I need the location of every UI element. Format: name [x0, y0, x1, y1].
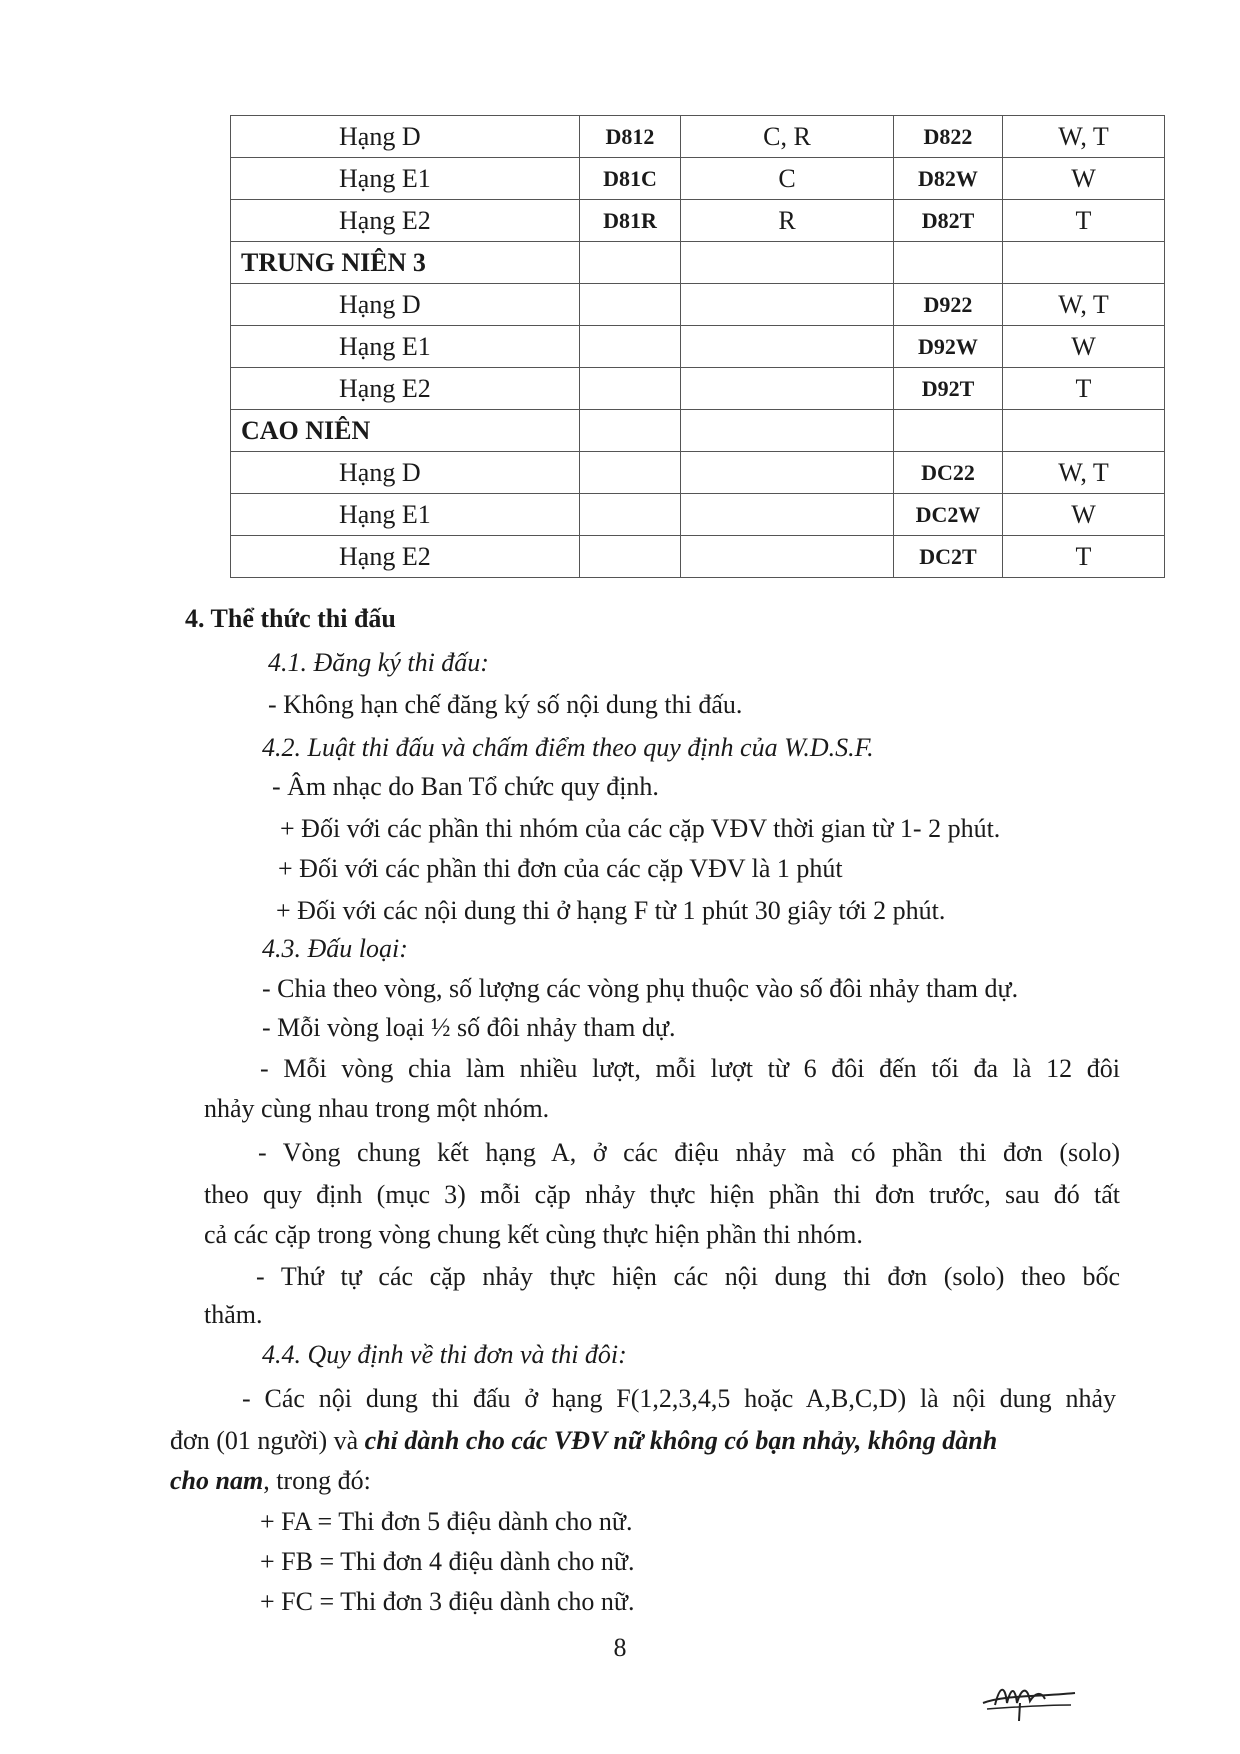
table-row: [231, 284, 1165, 326]
signature-mark: [975, 1675, 1085, 1725]
category-table: [230, 115, 1165, 578]
class-label: Hạng E1: [231, 326, 580, 368]
class-label: Hạng E2: [231, 368, 580, 410]
paragraph: - Không hạn chế đăng ký số nội dung thi đấu.: [268, 690, 743, 719]
code-cell: [580, 410, 681, 452]
table-row: [231, 536, 1165, 578]
text-plain: đơn (01 người) và: [170, 1426, 365, 1455]
code-cell: [580, 368, 681, 410]
code-cell: D812: [580, 116, 681, 158]
dance-cell: [681, 368, 894, 410]
paragraph: theo quy định (mục 3) mỗi cặp nhảy thực hiện phần thi đơn trước, sau đó tất: [204, 1180, 1120, 1209]
paragraph: + Đối với các nội dung thi ở hạng F từ 1 phút 30 giây tới 2 phút.: [276, 896, 946, 925]
paragraph: - Chia theo vòng, số lượng các vòng phụ thuộc vào số đôi nhảy tham dự.: [262, 974, 1019, 1003]
paragraph: cả các cặp trong vòng chung kết cùng thực hiện phần thi nhóm.: [204, 1220, 863, 1249]
code-cell: D822: [894, 116, 1003, 158]
dance-cell: W: [1003, 494, 1165, 536]
table-row: [231, 368, 1165, 410]
code-cell: [580, 284, 681, 326]
table-row: [231, 326, 1165, 368]
subsection-4-2-title: 4.2. Luật thi đấu và chấm điểm theo quy định của W.D.S.F.: [262, 733, 874, 762]
dance-cell: [681, 452, 894, 494]
text-plain: , trong đó:: [263, 1466, 371, 1495]
code-cell: D82W: [894, 158, 1003, 200]
dance-cell: C: [681, 158, 894, 200]
table-row: [231, 494, 1165, 536]
code-cell: [894, 242, 1003, 284]
dance-cell: R: [681, 200, 894, 242]
code-cell: [580, 452, 681, 494]
code-cell: D81R: [580, 200, 681, 242]
class-label: Hạng D: [231, 452, 580, 494]
group-label: CAO NIÊN: [231, 410, 580, 452]
paragraph: nhảy cùng nhau trong một nhóm.: [204, 1094, 550, 1123]
dance-cell: [681, 326, 894, 368]
paragraph: [170, 1426, 997, 1456]
page-number: 8: [613, 1633, 627, 1662]
dance-cell: [681, 410, 894, 452]
paragraph: + Đối với các phần thi nhóm của các cặp VĐV thời gian từ 1- 2 phút.: [280, 814, 1001, 843]
code-cell: [894, 410, 1003, 452]
paragraph: + Đối với các phần thi đơn của các cặp VĐV là 1 phút: [278, 854, 843, 883]
code-cell: D81C: [580, 158, 681, 200]
class-label: Hạng E1: [231, 494, 580, 536]
code-cell: [580, 326, 681, 368]
class-label: Hạng E1: [231, 158, 580, 200]
group-label: TRUNG NIÊN 3: [231, 242, 580, 284]
code-cell: D922: [894, 284, 1003, 326]
code-cell: DC22: [894, 452, 1003, 494]
class-label: Hạng E2: [231, 536, 580, 578]
code-cell: D82T: [894, 200, 1003, 242]
section-heading: 4. Thể thức thi đấu: [185, 604, 396, 633]
code-cell: [580, 242, 681, 284]
dance-cell: [681, 284, 894, 326]
list-item: + FA = Thi đơn 5 điệu dành cho nữ.: [260, 1507, 633, 1536]
dance-cell: [681, 536, 894, 578]
table-row: [231, 200, 1165, 242]
code-cell: D92W: [894, 326, 1003, 368]
dance-cell: [1003, 242, 1165, 284]
dance-cell: T: [1003, 368, 1165, 410]
table-row: [231, 116, 1165, 158]
list-item: + FB = Thi đơn 4 điệu dành cho nữ.: [260, 1547, 635, 1576]
paragraph: thăm.: [204, 1300, 263, 1329]
text-comma: ,: [854, 1426, 868, 1455]
subsection-4-4-title: 4.4. Quy định về thi đơn và thi đôi:: [262, 1340, 627, 1369]
class-label: Hạng D: [231, 116, 580, 158]
dance-cell: W: [1003, 326, 1165, 368]
table-group-row: [231, 410, 1165, 452]
dance-cell: W, T: [1003, 284, 1165, 326]
list-item: + FC = Thi đơn 3 điệu dành cho nữ.: [260, 1587, 635, 1616]
dance-cell: T: [1003, 200, 1165, 242]
class-label: Hạng E2: [231, 200, 580, 242]
code-cell: DC2W: [894, 494, 1003, 536]
code-cell: [580, 494, 681, 536]
code-cell: DC2T: [894, 536, 1003, 578]
paragraph: - Âm nhạc do Ban Tổ chức quy định.: [272, 772, 659, 801]
dance-cell: W, T: [1003, 116, 1165, 158]
paragraph: [170, 1466, 371, 1496]
table-group-row: [231, 242, 1165, 284]
dance-cell: W, T: [1003, 452, 1165, 494]
dance-cell: W: [1003, 158, 1165, 200]
code-cell: [580, 536, 681, 578]
class-label: Hạng D: [231, 284, 580, 326]
paragraph: - Vòng chung kết hạng A, ở các điệu nhảy mà có phần thi đơn (solo): [258, 1138, 1120, 1167]
text-emphasis: không dành: [867, 1426, 998, 1455]
code-cell: D92T: [894, 368, 1003, 410]
text-emphasis: cho nam: [170, 1466, 264, 1495]
table-row: [231, 158, 1165, 200]
dance-cell: [1003, 410, 1165, 452]
subsection-4-3-title: 4.3. Đấu loại:: [262, 934, 408, 963]
paragraph: - Mỗi vòng chia làm nhiều lượt, mỗi lượt từ 6 đôi đến tối đa là 12 đôi: [260, 1054, 1120, 1083]
dance-cell: [681, 494, 894, 536]
text-emphasis: chỉ dành cho các VĐV nữ không có bạn nhảy: [364, 1426, 855, 1455]
dance-cell: C, R: [681, 116, 894, 158]
paragraph: - Thứ tự các cặp nhảy thực hiện các nội dung thi đơn (solo) theo bốc: [256, 1262, 1120, 1291]
paragraph: - Mỗi vòng loại ½ số đôi nhảy tham dự.: [262, 1013, 676, 1042]
dance-cell: T: [1003, 536, 1165, 578]
dance-cell: [681, 242, 894, 284]
subsection-4-1-title: 4.1. Đăng ký thi đấu:: [268, 648, 489, 677]
paragraph: - Các nội dung thi đấu ở hạng F(1,2,3,4,5 hoặc A,B,C,D) là nội dung nhảy: [242, 1384, 1116, 1413]
table-row: [231, 452, 1165, 494]
